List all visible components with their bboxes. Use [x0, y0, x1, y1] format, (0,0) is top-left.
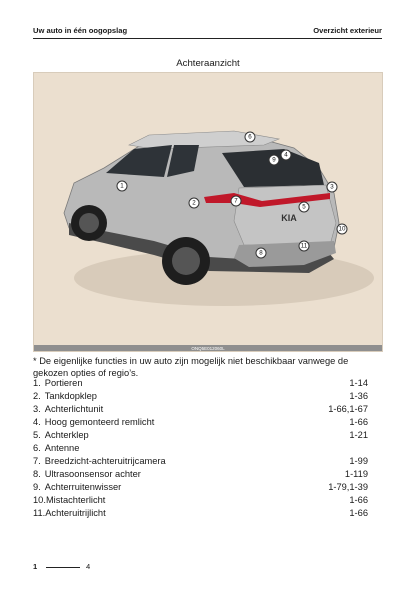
part-page-reference: 1-119	[344, 469, 368, 479]
part-label: Portieren	[44, 378, 83, 388]
part-number: 5.	[33, 430, 41, 440]
part-name	[33, 468, 141, 481]
part-name	[33, 507, 106, 520]
part-label: Hoog gemonteerd remlicht	[44, 417, 155, 427]
part-name	[33, 377, 83, 390]
parts-list-item	[33, 468, 368, 481]
callout-2	[189, 198, 199, 208]
parts-list-item	[33, 455, 368, 468]
part-name	[33, 390, 97, 403]
callout-1	[117, 181, 127, 191]
part-page-reference: 1-21	[349, 430, 368, 440]
part-number: 7.	[33, 456, 41, 466]
part-page-reference: 1-36	[349, 391, 368, 401]
parts-list-item	[33, 390, 368, 403]
svg-text:10: 10	[338, 225, 346, 233]
part-page-reference: 1-66	[349, 508, 368, 518]
part-label: Achterlichtunit	[44, 404, 104, 414]
svg-text:1: 1	[120, 182, 124, 190]
callout-3	[327, 182, 337, 192]
part-name	[33, 455, 166, 468]
part-page-reference: 1-66	[349, 495, 368, 505]
callout-11	[299, 241, 309, 251]
callout-9	[269, 155, 279, 165]
part-name	[33, 481, 121, 494]
callout-5	[299, 202, 309, 212]
svg-text:2: 2	[192, 199, 196, 207]
part-page-reference: 1-66	[349, 417, 368, 427]
part-number: 3.	[33, 404, 41, 414]
car-rear-view-drawing	[34, 73, 383, 352]
callout-8	[256, 248, 266, 258]
header-section-title: Overzicht exterieur	[313, 26, 382, 35]
part-label: Achterklep	[44, 430, 89, 440]
svg-text:6: 6	[248, 133, 252, 141]
availability-note: * De eigenlijke functies in uw auto zijn mogelijk niet beschikbaar vanwege de gekozen opties of regio’s.	[33, 356, 349, 378]
parts-list	[33, 377, 368, 520]
part-page-reference: 1-66,1-67	[328, 404, 368, 414]
part-label: Antenne	[44, 443, 80, 453]
svg-text:7: 7	[234, 197, 238, 205]
footer-chapter-number: 1	[33, 562, 38, 571]
svg-text:11: 11	[300, 242, 308, 250]
part-number: 6.	[33, 443, 41, 453]
part-number: 10.	[33, 495, 46, 505]
part-name	[33, 416, 154, 429]
part-label: Mistachterlicht	[45, 495, 106, 505]
parts-list-item	[33, 494, 368, 507]
callout-6	[245, 132, 255, 142]
rear-view-illustration	[33, 72, 383, 352]
part-number: 1.	[33, 378, 41, 388]
parts-list-item	[33, 442, 368, 455]
parts-list-item	[33, 377, 368, 390]
svg-text:5: 5	[302, 203, 306, 211]
callout-7	[231, 196, 241, 206]
part-name	[33, 494, 105, 507]
part-label: Ultrasoonsensor achter	[44, 469, 141, 479]
part-number: 4.	[33, 417, 41, 427]
part-number: 8.	[33, 469, 41, 479]
callout-10	[337, 224, 347, 234]
parts-list-item	[33, 429, 368, 442]
parts-list-item	[33, 416, 368, 429]
part-number: 2.	[33, 391, 41, 401]
footer-divider	[46, 567, 80, 568]
header-chapter-title: Uw auto in één oogopslag	[33, 26, 128, 35]
parts-list-item	[33, 481, 368, 494]
part-number: 11.	[33, 508, 46, 518]
part-label: Achteruitrijlicht	[45, 508, 106, 518]
part-label: Breedzicht-achteruitrijcamera	[44, 456, 166, 466]
part-name	[33, 403, 103, 416]
svg-text:9: 9	[272, 156, 276, 164]
part-number: 9.	[33, 482, 41, 492]
part-label: Tankdopklep	[44, 391, 97, 401]
callout-4	[281, 150, 291, 160]
parts-list-item	[33, 403, 368, 416]
part-label: Achterruitenwisser	[44, 482, 122, 492]
header-divider	[33, 38, 382, 39]
parts-list-item	[33, 507, 368, 520]
part-name	[33, 429, 89, 442]
footer-page-number: 4	[86, 562, 91, 571]
svg-text:8: 8	[259, 249, 263, 257]
part-name	[33, 442, 79, 455]
part-page-reference: 1-99	[349, 456, 368, 466]
svg-text:3: 3	[330, 183, 334, 191]
part-page-reference: 1-14	[349, 378, 368, 388]
front-rim	[79, 213, 99, 233]
figure-title: Achteraanzicht	[176, 58, 240, 69]
figure-code: ONQ5E012060L	[191, 346, 225, 351]
rear-rim	[172, 247, 200, 275]
part-page-reference: 1-79,1-39	[328, 482, 368, 492]
svg-text:4: 4	[284, 151, 288, 159]
brand-logo: KIA	[281, 213, 297, 223]
